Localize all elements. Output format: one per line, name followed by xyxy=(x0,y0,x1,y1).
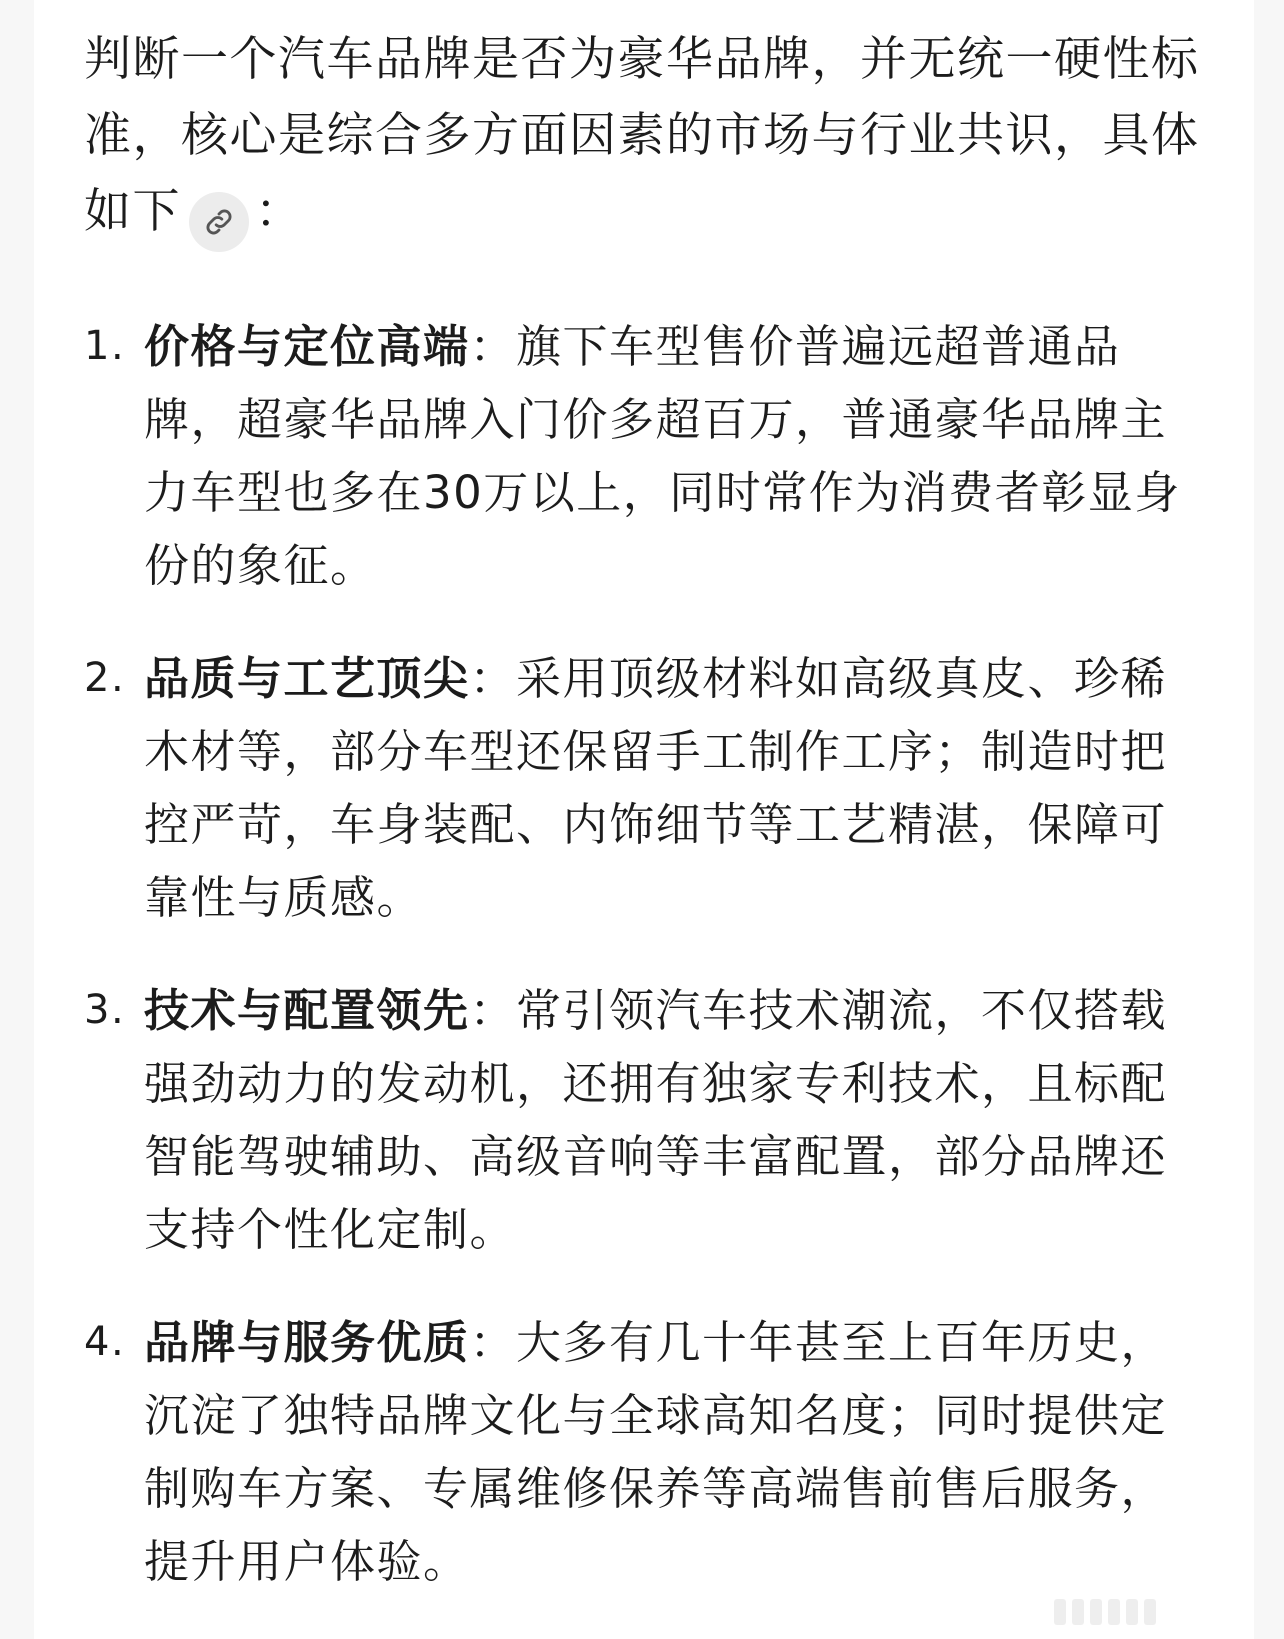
list-colon: ： xyxy=(469,984,517,1037)
list-body: 采用顶级材料如高级真皮、珍稀木材等，部分车型还保留手工制作工序；制造时把控严苛，车身装配、内饰细节等工艺精湛，保障可靠性与质感。 xyxy=(144,652,1168,924)
list-number: 2. xyxy=(84,655,126,701)
message-card xyxy=(34,0,1254,1639)
list-number: 1. xyxy=(84,323,126,369)
watermark xyxy=(1054,1599,1184,1629)
list-colon: ： xyxy=(469,1316,517,1369)
intro-suffix: ： xyxy=(255,184,304,239)
intro-text: 判断一个汽车品牌是否为豪华品牌，并无统一硬性标准，核心是综合多方面因素的市场与行业共识，具体如下 xyxy=(84,32,1200,239)
list-body: 常引领汽车技术潮流，不仅搭载强劲动力的发动机，还拥有独家专利技术，且标配智能驾驶辅助、高级音响等丰富配置，部分品牌还支持个性化定制。 xyxy=(144,984,1168,1256)
list-number: 4. xyxy=(84,1319,126,1365)
watermark-bar xyxy=(1126,1599,1138,1625)
watermark-bar xyxy=(1144,1599,1156,1625)
list-item xyxy=(84,974,1204,1266)
link-icon[interactable] xyxy=(189,192,249,252)
feature-list xyxy=(84,310,1254,1598)
list-number: 3. xyxy=(84,987,126,1033)
list-colon: ： xyxy=(469,320,517,373)
list-item xyxy=(84,642,1204,934)
list-body: 大多有几十年甚至上百年历史，沉淀了独特品牌文化与全球高知名度；同时提供定制购车方案、专属维修保养等高端售前售后服务，提升用户体验。 xyxy=(144,1316,1168,1588)
list-heading: 品质与工艺顶尖 xyxy=(144,652,470,705)
intro-paragraph xyxy=(84,22,1204,252)
watermark-bar xyxy=(1108,1599,1120,1625)
list-heading: 价格与定位高端 xyxy=(144,320,470,373)
list-body: 旗下车型售价普遍远超普通品牌，超豪华品牌入门价多超百万，普通豪华品牌主力车型也多在30万以上，同时常作为消费者彰显身份的象征。 xyxy=(144,320,1181,592)
list-heading: 品牌与服务优质 xyxy=(144,1316,470,1369)
watermark-bar xyxy=(1072,1599,1084,1625)
list-colon: ： xyxy=(469,652,517,705)
list-item xyxy=(84,1306,1204,1598)
list-heading: 技术与配置领先 xyxy=(144,984,470,1037)
list-item xyxy=(84,310,1204,602)
watermark-bar xyxy=(1054,1599,1066,1625)
watermark-bar xyxy=(1090,1599,1102,1625)
